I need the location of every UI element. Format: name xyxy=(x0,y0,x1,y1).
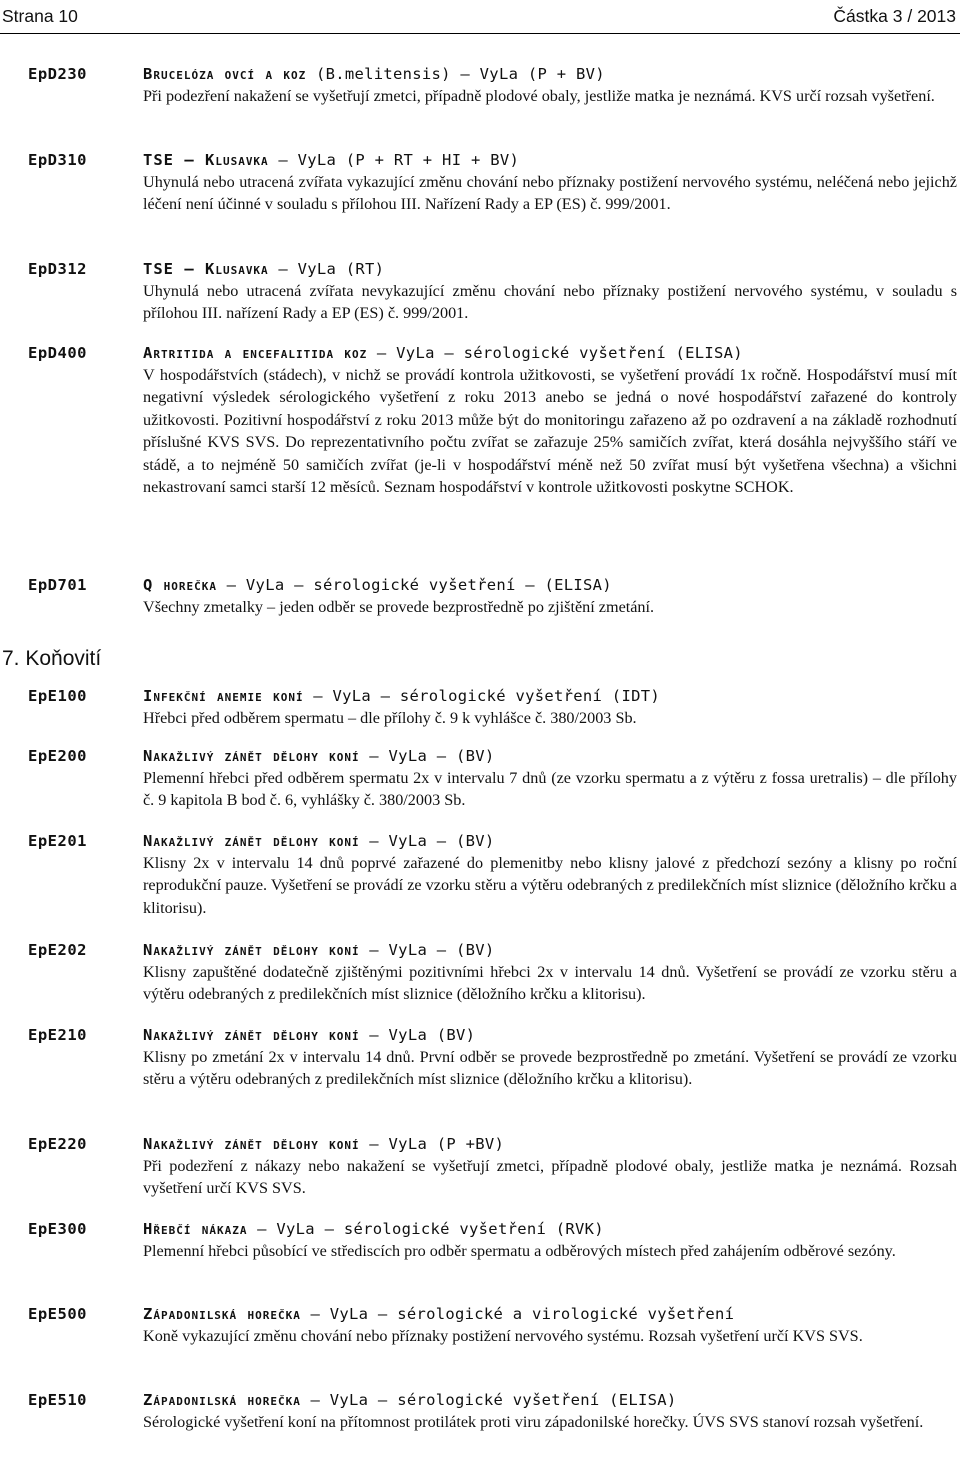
entry-body: Při podezření nakažení se vyšetřují zmetci, případně plodové obaly, jestliže matka je neznámá. KVS určí rozsah vyšetření. xyxy=(143,87,935,105)
entry-title xyxy=(143,745,957,767)
entry-code: EpD310 xyxy=(28,151,87,169)
entry-code: EpD400 xyxy=(28,344,87,362)
entry-code: EpE510 xyxy=(28,1391,87,1409)
examination-type: – VyLa (P +BV) xyxy=(359,1135,505,1153)
examination-type: – VyLa – sérologické vyšetření (IDT) xyxy=(303,687,660,705)
entry-title xyxy=(143,1133,957,1155)
examination-type: (B.melitensis) – VyLa (P + BV) xyxy=(315,65,605,83)
entry-content xyxy=(143,1133,957,1200)
entry-title xyxy=(143,830,957,852)
entry-code: EpE300 xyxy=(28,1220,87,1238)
disease-name: Nakažlivý zánět dělohy koní xyxy=(143,1135,360,1153)
entry-content xyxy=(143,342,957,498)
entry-content xyxy=(143,939,957,1006)
entry-body: Klisny po zmetání 2x v intervalu 14 dnů. První odběr se provede bezprostředně po zmetání. Vyšetření se provádí ze vzorku stěru a výtěru odebraných z predilekčních míst sliznice (děložního krčku a klitorisu). xyxy=(143,1048,957,1089)
entry-code: EpD312 xyxy=(28,260,87,278)
entry-content xyxy=(143,574,957,618)
header-divider xyxy=(0,33,960,34)
entry-body: Všechny zmetalky – jeden odběr se provede bezprostředně po zjištění zmetání. xyxy=(143,598,655,616)
entry-code: EpE201 xyxy=(28,832,87,850)
disease-name: TSE – Klusavka xyxy=(143,151,269,169)
entry-title xyxy=(143,342,957,364)
entry-code: EpD701 xyxy=(28,576,87,594)
examination-type: – VyLa (P + RT + HI + BV) xyxy=(268,151,520,169)
entry-code: EpE200 xyxy=(28,747,87,765)
entry-content xyxy=(143,1303,957,1347)
entry-body: Koně vykazující změnu chování nebo příznaky postižení nervového systému. Rozsah vyšetření určí KVS SVS. xyxy=(143,1327,863,1345)
entry-title xyxy=(143,149,957,171)
entry-title xyxy=(143,1218,957,1240)
examination-type: – VyLa – (BV) xyxy=(359,747,495,765)
disease-name: Nakažlivý zánět dělohy koní xyxy=(143,941,360,959)
entry-title xyxy=(143,258,957,280)
entry-code: EpE202 xyxy=(28,941,87,959)
examination-type: – VyLa (RT) xyxy=(268,260,385,278)
entry-body: Při podezření z nákazy nebo nakažení se vyšetřují zmetci, případně plodové obaly, jestliže matka je neznámá. Rozsah vyšetření určí KVS SVS. xyxy=(143,1157,957,1198)
disease-name: Q horečka xyxy=(143,576,218,594)
examination-type: – VyLa – (BV) xyxy=(359,832,495,850)
page-number: Strana 10 xyxy=(2,6,78,26)
examination-type: – VyLa – (BV) xyxy=(359,941,495,959)
page-header xyxy=(2,4,956,28)
disease-name: Brucelóza ovcí a koz xyxy=(143,65,307,83)
examination-type: – VyLa – sérologické vyšetření (ELISA) xyxy=(300,1391,677,1409)
entry-body: V hospodářstvích (stádech), v nichž se provádí kontrola užitkovosti, se vyšetření provádí 1x ročně. Hospodářství musí mít negativní výsledek sérologického vyšetření z roku 2013 anebo se jedná o nové hospodářství zařazené do kontroly užitkovosti. Pozitivní hospodářství z roku 2013 může být do monitoringu zařazeno až po ozdravení a na základě rozhodnutí příslušné KVS SVS. Do reprezentativního počtu zvířat se zařazuje 25% samičích zvířat, která dosáhla nejvyššího stáří ve stádě, a to nejméně 50 samičích zvířat (je-li v hospodářství méně než 50 zvířat musí být vyšetřena všechna) a všichni nekastrovaní samci starší 12 měsíců. Seznam hospodářství v kontrole užitkovosti poskytne SCHOK. xyxy=(143,366,957,497)
entry-content xyxy=(143,63,957,107)
entry-title xyxy=(143,63,957,85)
disease-name: Infekční anemie koní xyxy=(143,687,304,705)
disease-name: Západonilská horečka xyxy=(143,1305,301,1323)
entry-body: Hřebci před odběrem spermatu – dle přílohy č. 9 k vyhlášce č. 380/2003 Sb. xyxy=(143,709,637,727)
entry-body: Uhynulá nebo utracená zvířata vykazující změnu chování nebo příznaky postižení nervového systému, neléčená nebo jejichž léčení není účinné v souladu s přílohou III. Nařízení Rady a EP (ES) č. 999/2001. xyxy=(143,173,957,214)
entry-content xyxy=(143,685,957,729)
entry-body: Klisny 2x v intervalu 14 dnů poprvé zařazené do plemenitby nebo klisny jalové z předchozí sezóny a klisny po roční reprodukční pauze. Vyšetření se provádí ze vzorku stěru a výtěru odebraných z predilekčních míst sliznice (děložního krčku a klitorisu). xyxy=(143,854,957,917)
issue-label: Částka 3 / 2013 xyxy=(833,6,956,26)
examination-type: – VyLa – sérologické vyšetření (ELISA) xyxy=(367,344,743,362)
disease-name: Nakažlivý zánět dělohy koní xyxy=(143,832,360,850)
entry-title xyxy=(143,1024,957,1046)
entry-content xyxy=(143,149,957,216)
entry-content xyxy=(143,1389,957,1433)
entry-body: Klisny zapuštěné dodatečně zjištěnými pozitivními hřebci 2x v intervalu 14 dnů. Vyšetření se provádí ze vzorku stěru a výtěru odebraných z predilekčních míst sliznice (děložního krčku a klitorisu). xyxy=(143,963,957,1004)
entry-title xyxy=(143,939,957,961)
entry-title xyxy=(143,685,957,707)
entry-code: EpE100 xyxy=(28,687,87,705)
disease-name: Hřebčí nákaza xyxy=(143,1220,248,1238)
entry-body: Plemenní hřebci před odběrem spermatu 2x v intervalu 7 dnů (ze vzorku spermatu a z výtěru z fossa uretralis) – dle přílohy č. 9 kapitola B bod č. 6, vyhlášky č. 380/2003 Sb. xyxy=(143,769,957,810)
entry-content xyxy=(143,1218,957,1262)
disease-name: Artritida a encefalitida koz xyxy=(143,344,368,362)
entry-code: EpD230 xyxy=(28,65,87,83)
entry-body: Plemenní hřebci působící ve střediscích pro odběr spermatu a odběrových místech před zahájením odběrové sezóny. xyxy=(143,1242,896,1260)
disease-name: Nakažlivý zánět dělohy koní xyxy=(143,1026,360,1044)
entry-body: Sérologické vyšetření koní na přítomnost protilátek proti viru západonilské horečky. ÚVS SVS stanoví rozsah vyšetření. xyxy=(143,1413,924,1431)
entry-title xyxy=(143,1303,957,1325)
disease-name: TSE – Klusavka xyxy=(143,260,269,278)
entry-code: EpE220 xyxy=(28,1135,87,1153)
entry-content xyxy=(143,830,957,919)
examination-type: – VyLa – sérologické a virologické vyšetření xyxy=(300,1305,735,1323)
examination-type: – VyLa (BV) xyxy=(359,1026,476,1044)
section-heading: 7. Koňovití xyxy=(2,647,102,670)
entry-content xyxy=(143,1024,957,1091)
entry-title xyxy=(143,574,957,596)
entry-content xyxy=(143,258,957,325)
entry-code: EpE500 xyxy=(28,1305,87,1323)
entry-title xyxy=(143,1389,957,1411)
entry-body: Uhynulá nebo utracená zvířata nevykazující změnu chování nebo příznaky postižení nervového systému, v souladu s přílohou III. nařízení Rady a EP (ES) č. 999/2001. xyxy=(143,282,957,323)
examination-type: – VyLa – sérologické vyšetření – (ELISA) xyxy=(217,576,612,594)
entry-code: EpE210 xyxy=(28,1026,87,1044)
disease-name: Nakažlivý zánět dělohy koní xyxy=(143,747,360,765)
entry-content xyxy=(143,745,957,812)
examination-type: – VyLa – sérologické vyšetření (RVK) xyxy=(247,1220,604,1238)
disease-name: Západonilská horečka xyxy=(143,1391,301,1409)
